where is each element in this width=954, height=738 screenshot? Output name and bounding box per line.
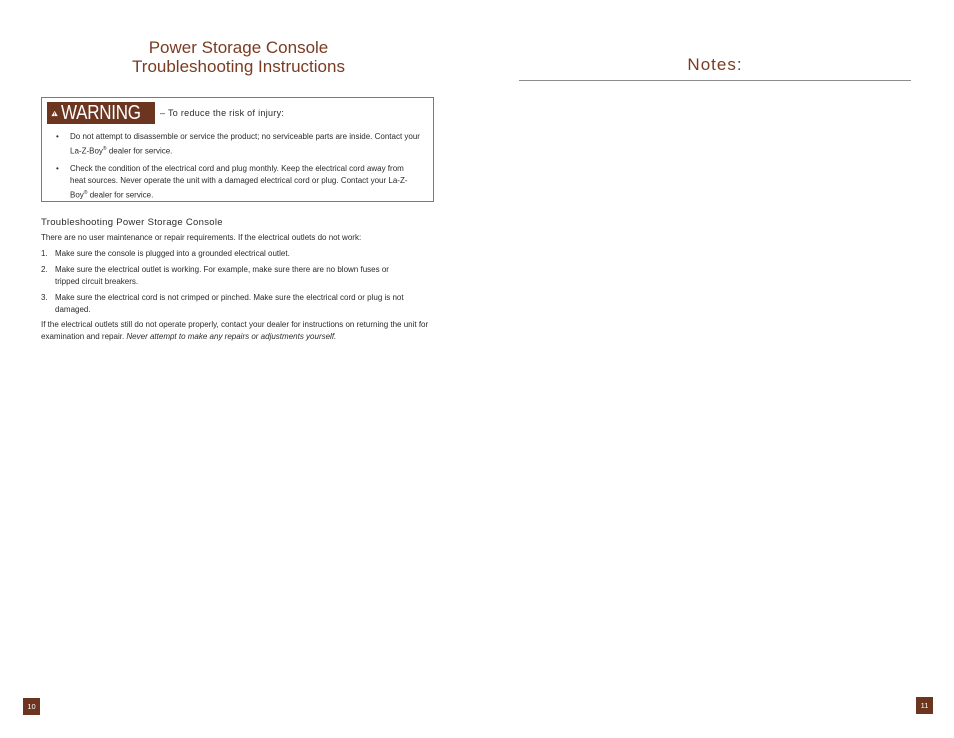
- warning-box: [41, 97, 434, 202]
- list-item: 2. Make sure the electrical outlet is working. For example, make sure there are no blown fuses or tripped circuit breakers.: [41, 265, 389, 286]
- registered-mark: ®: [102, 146, 107, 152]
- registered-mark: ®: [83, 189, 88, 196]
- warning-badge: [47, 102, 155, 124]
- notes-title: Notes:: [687, 55, 743, 74]
- warning-label: WARNING: [61, 101, 141, 124]
- troubleshooting-steps: [41, 248, 441, 320]
- title-line-2: Troubleshooting Instructions: [132, 57, 345, 76]
- page-title: [41, 38, 436, 76]
- page-number-left: 10: [23, 698, 40, 715]
- closing-paragraph: If the electrical outlets still do not operate properly, contact your dealer for instructions on returning the unit for examination and repair. Never attempt to make any repairs or adjustments yourself.: [41, 320, 429, 341]
- closing-emphasis: Never attempt to make any repairs or adjustments yourself.: [126, 332, 337, 341]
- warning-subtitle: – To reduce the risk of injury:: [160, 108, 285, 118]
- intro-paragraph: There are no user maintenance or repair requirements. If the electrical outlets do not work:: [41, 233, 362, 242]
- title-line-1: Power Storage Console: [148, 38, 329, 57]
- page-number-right: 11: [916, 697, 933, 714]
- warning-bullet: • Check the condition of the electrical cord and plug monthly. Keep the electrical cord away from heat sources. Never operate the unit with a damaged electrical cord or plug. Contact your La-Z-Boy® dealer for service.: [56, 163, 421, 202]
- notes-divider: [519, 80, 911, 81]
- list-item: 3. Make sure the electrical cord is not crimped or pinched. Make sure the electrical cord or plug is not damaged.: [41, 293, 404, 314]
- warning-bullets: [56, 131, 421, 206]
- list-item: 1. Make sure the console is plugged into a grounded electrical outlet.: [41, 249, 290, 258]
- warning-bullet: • Do not attempt to disassemble or service the product; no serviceable parts are inside. Contact your La-Z-Boy® dealer for service.: [56, 131, 421, 158]
- section-heading: Troubleshooting Power Storage Console: [41, 217, 223, 228]
- warning-triangle-icon: [51, 106, 58, 121]
